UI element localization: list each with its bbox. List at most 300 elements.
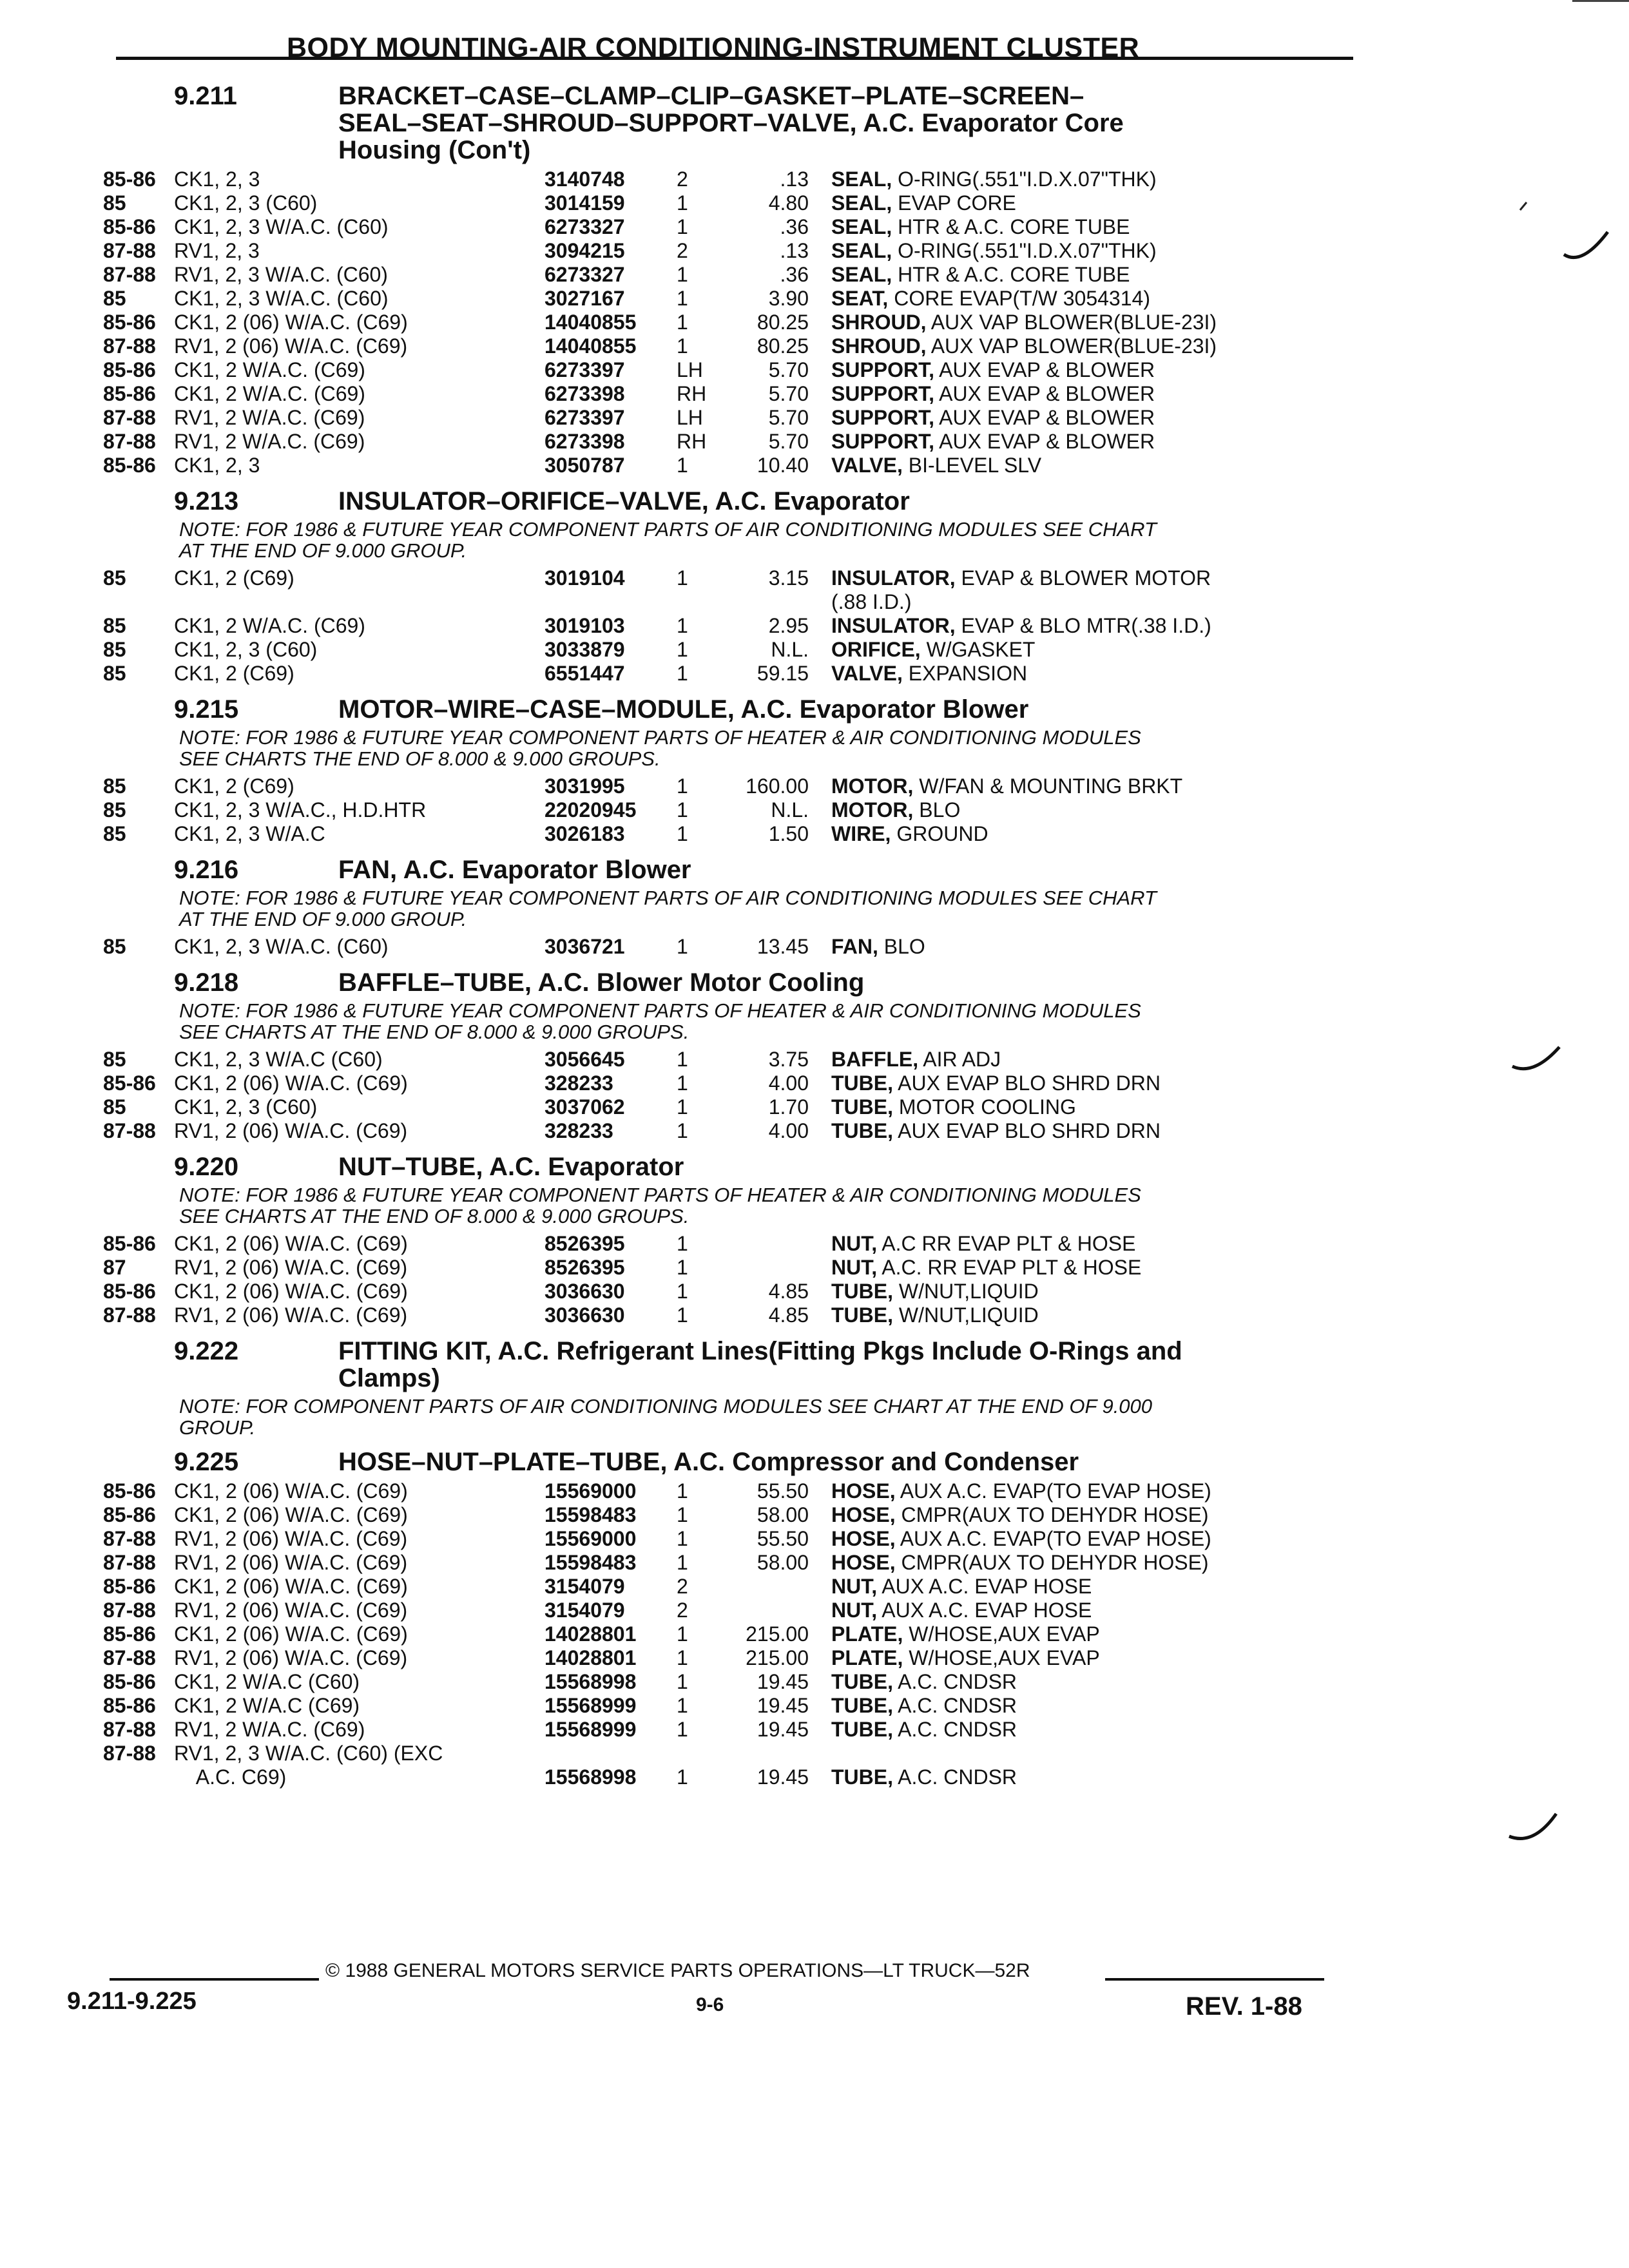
price: 58.00: [757, 1551, 809, 1574]
vehicle-model: [174, 590, 545, 614]
quantity: 1: [677, 263, 688, 286]
part-number: 3140748: [545, 168, 625, 191]
part-description: [831, 1095, 1347, 1119]
catalog-section: [103, 969, 1360, 1143]
price: 4.85: [768, 1303, 809, 1327]
part-name: ORIFICE,: [831, 638, 921, 661]
model-year: 87-88: [103, 1646, 156, 1669]
part-row: [103, 1527, 1360, 1551]
section-note: NOTE: FOR 1986 & FUTURE YEAR COMPONENT PARTS OF HEATER & AIR CONDITIONING MODULES SEE CHARTS AT THE END OF 8.000 & 9.000 GROUPS.: [179, 1184, 1141, 1227]
part-row: [103, 406, 1360, 430]
part-row: [103, 430, 1360, 454]
section-number: 9.215: [174, 695, 239, 724]
part-number: [545, 590, 677, 614]
part-row: [103, 382, 1360, 406]
part-detail: BLO: [883, 935, 925, 958]
part-row: [103, 590, 1360, 614]
part-number: 14028801: [545, 1622, 637, 1646]
model-year: 87: [103, 1256, 126, 1279]
vehicle-model: CK1, 2 (C69): [174, 662, 294, 685]
part-number: 6273398: [545, 382, 625, 405]
part-name: VALVE,: [831, 662, 903, 685]
part-row: [103, 358, 1360, 382]
vehicle-model: CK1, 2, 3 W/A.C (C60): [174, 1048, 383, 1071]
part-description: [831, 287, 1347, 311]
part-detail: EVAP & BLO MTR(.38 I.D.): [961, 614, 1211, 637]
model-year: 87-88: [103, 1742, 156, 1765]
part-name: NUT,: [831, 1575, 878, 1598]
model-year: 87-88: [103, 1527, 156, 1550]
part-description: [831, 1048, 1347, 1072]
vehicle-model: CK1, 2, 3: [174, 168, 260, 191]
model-year: 85: [103, 287, 126, 310]
part-row: [103, 1095, 1360, 1119]
catalog-section: [103, 488, 1360, 686]
quantity: 1: [677, 1551, 688, 1574]
model-year: 85-86: [103, 311, 156, 334]
part-description: [831, 1646, 1347, 1670]
part-detail: MOTOR COOLING: [898, 1095, 1076, 1119]
part-row: [103, 1551, 1360, 1575]
quantity: 1: [677, 566, 688, 590]
part-number: 3019103: [545, 614, 625, 637]
vehicle-model: RV1, 2, 3 W/A.C. (C60) (EXC: [174, 1742, 443, 1765]
price: 55.50: [757, 1479, 809, 1503]
part-description: [831, 1119, 1347, 1143]
quantity: 2: [677, 239, 688, 262]
page-title: BODY MOUNTING-AIR CONDITIONING-INSTRUMENT CLUSTER: [287, 32, 1140, 63]
part-row: [103, 1256, 1360, 1280]
check-mark-icon: [1511, 1044, 1563, 1079]
vehicle-model: RV1, 2 W/A.C. (C69): [174, 406, 365, 429]
section-title: MOTOR–WIRE–CASE–MODULE, A.C. Evaporator Blower: [338, 695, 1029, 724]
part-detail: EVAP CORE: [898, 191, 1016, 215]
price: 215.00: [746, 1622, 809, 1646]
price: 19.45: [757, 1694, 809, 1717]
part-detail: HTR & A.C. CORE TUBE: [898, 263, 1130, 286]
part-number: 328233: [545, 1119, 613, 1142]
quantity: 1: [677, 1280, 688, 1303]
section-heading: [103, 969, 1360, 996]
parts-list: [103, 1232, 1360, 1327]
quantity: 2: [677, 1599, 688, 1622]
vehicle-model: RV1, 2 (06) W/A.C. (C69): [174, 1303, 408, 1327]
part-description: [831, 406, 1347, 430]
part-name: MOTOR,: [831, 798, 914, 822]
part-detail: A.C. RR EVAP PLT & HOSE: [882, 1256, 1142, 1279]
part-row: [103, 566, 1360, 590]
price: 4.85: [768, 1280, 809, 1303]
price: .13: [780, 168, 809, 191]
price: 5.70: [768, 382, 809, 405]
price: [735, 590, 831, 614]
model-year: 85-86: [103, 358, 156, 381]
quantity: 1: [677, 774, 688, 798]
quantity: 1: [677, 1646, 688, 1669]
price: 2.95: [768, 614, 809, 637]
part-row: [103, 239, 1360, 263]
model-year: 85: [103, 662, 126, 685]
part-row: [103, 822, 1360, 846]
vehicle-model: RV1, 2 (06) W/A.C. (C69): [174, 334, 408, 358]
model-year: 85-86: [103, 1694, 156, 1717]
part-name: SUPPORT,: [831, 406, 935, 429]
part-description: [831, 1232, 1347, 1256]
part-description: [831, 239, 1347, 263]
part-description: [831, 358, 1347, 382]
quantity: 2: [677, 168, 688, 191]
model-year: 85: [103, 1095, 126, 1119]
vehicle-model: CK1, 2 (06) W/A.C. (C69): [174, 1280, 408, 1303]
part-number: 14040855: [545, 311, 637, 334]
part-name: HOSE,: [831, 1503, 896, 1526]
part-description: [831, 430, 1347, 454]
part-number: 3154079: [545, 1575, 625, 1598]
section-title: FITTING KIT, A.C. Refrigerant Lines(Fitting Pkgs Include O-Rings and Clamps): [338, 1337, 1182, 1392]
part-description: [831, 614, 1347, 638]
part-name: TUBE,: [831, 1095, 893, 1119]
part-name: MOTOR,: [831, 774, 914, 798]
part-detail: A.C. CNDSR: [898, 1718, 1017, 1741]
part-name: HOSE,: [831, 1551, 896, 1574]
part-description: [831, 1599, 1347, 1622]
vehicle-model: CK1, 2 (C69): [174, 774, 294, 798]
footer-rule-left: [110, 1978, 319, 1981]
section-note: NOTE: FOR 1986 & FUTURE YEAR COMPONENT PARTS OF HEATER & AIR CONDITIONING MODULES SEE CHARTS AT THE END OF 8.000 & 9.000 GROUPS.: [179, 999, 1141, 1043]
part-name: SUPPORT,: [831, 382, 935, 405]
part-detail: AUX EVAP & BLOWER: [939, 406, 1155, 429]
quantity: 1: [677, 191, 688, 215]
part-name: SUPPORT,: [831, 358, 935, 381]
quantity: 1: [677, 215, 688, 238]
part-row: [103, 1718, 1360, 1742]
part-detail: (.88 I.D.): [831, 590, 912, 613]
price: 3.75: [768, 1048, 809, 1071]
quantity: 1: [677, 1718, 688, 1741]
part-number: 3026183: [545, 822, 625, 845]
price: 13.45: [757, 935, 809, 958]
part-number: 6273397: [545, 358, 625, 381]
model-year: 87-88: [103, 239, 156, 262]
part-row: [103, 1599, 1360, 1622]
part-detail: A.C. CNDSR: [898, 1765, 1017, 1789]
part-number: 6273327: [545, 215, 625, 238]
vehicle-model: CK1, 2, 3 W/A.C. (C60): [174, 215, 389, 238]
part-name: SHROUD,: [831, 334, 927, 358]
section-title: BRACKET–CASE–CLAMP–CLIP–GASKET–PLATE–SCREEN– SEAL–SEAT–SHROUD–SUPPORT–VALVE, A.C. Evaporator Core Housing (Con't): [338, 82, 1124, 164]
catalog-section: [103, 82, 1360, 477]
part-name: TUBE,: [831, 1303, 893, 1327]
section-heading: [103, 1153, 1360, 1180]
vehicle-model: RV1, 2 (06) W/A.C. (C69): [174, 1119, 408, 1142]
section-note: NOTE: FOR 1986 & FUTURE YEAR COMPONENT PARTS OF AIR CONDITIONING MODULES SEE CHART AT THE END OF 9.000 GROUP.: [179, 887, 1157, 930]
part-name: SUPPORT,: [831, 430, 935, 453]
part-description: [831, 1280, 1347, 1303]
model-year: 85: [103, 798, 126, 822]
part-name: NUT,: [831, 1232, 878, 1255]
vehicle-model: CK1, 2 W/A.C. (C69): [174, 382, 365, 405]
quantity: 1: [677, 1670, 688, 1693]
part-number: 8526395: [545, 1256, 625, 1279]
part-description: [831, 191, 1347, 215]
part-row: [103, 1646, 1360, 1670]
price: 80.25: [757, 334, 809, 358]
part-detail: A.C. CNDSR: [898, 1694, 1017, 1717]
part-number: 14040855: [545, 334, 637, 358]
part-detail: AUX A.C. EVAP HOSE: [882, 1599, 1092, 1622]
part-detail: AUX A.C. EVAP HOSE: [882, 1575, 1092, 1598]
price: 19.45: [757, 1670, 809, 1693]
part-name: NUT,: [831, 1256, 878, 1279]
part-number: 3050787: [545, 454, 625, 477]
quantity: 1: [677, 1119, 688, 1142]
vehicle-model: CK1, 2 W/A.C (C69): [174, 1694, 360, 1717]
part-detail: EVAP & BLOWER MOTOR: [961, 566, 1211, 590]
part-description: [831, 1256, 1347, 1280]
part-detail: BLO: [919, 798, 961, 822]
part-number: [545, 1742, 677, 1765]
part-row: [103, 311, 1360, 334]
part-detail: CMPR(AUX TO DEHYDR HOSE): [901, 1551, 1209, 1574]
quantity: 1: [677, 935, 688, 958]
part-name: PLATE,: [831, 1622, 903, 1646]
part-row: [103, 614, 1360, 638]
price: 4.80: [768, 191, 809, 215]
part-detail: EXPANSION: [908, 662, 1028, 685]
model-year: 85-86: [103, 1503, 156, 1526]
model-year: 85-86: [103, 1575, 156, 1598]
part-description: [831, 1072, 1347, 1095]
quantity: 1: [677, 1232, 688, 1255]
part-number: 3019104: [545, 566, 625, 590]
part-number: 3031995: [545, 774, 625, 798]
model-year: 87-88: [103, 334, 156, 358]
vehicle-model: RV1, 2, 3 W/A.C. (C60): [174, 263, 388, 286]
vehicle-model: CK1, 2 W/A.C. (C69): [174, 358, 365, 381]
part-number: 6273397: [545, 406, 625, 429]
part-name: SHROUD,: [831, 311, 927, 334]
part-number: 6551447: [545, 662, 625, 685]
part-number: 15568999: [545, 1718, 637, 1741]
quantity: 1: [677, 287, 688, 310]
part-number: 3037062: [545, 1095, 625, 1119]
catalog-section: [103, 696, 1360, 846]
vehicle-model: CK1, 2, 3 (C60): [174, 1095, 318, 1119]
vehicle-model: CK1, 2, 3 W/A.C. (C60): [174, 287, 389, 310]
part-number: 6273398: [545, 430, 625, 453]
part-detail: A.C RR EVAP PLT & HOSE: [882, 1232, 1136, 1255]
tick-mark-icon: [1518, 200, 1530, 213]
model-year: 85-86: [103, 382, 156, 405]
part-number: 8526395: [545, 1232, 625, 1255]
part-detail: W/HOSE,AUX EVAP: [909, 1646, 1100, 1669]
part-row: [103, 774, 1360, 798]
section-title: HOSE–NUT–PLATE–TUBE, A.C. Compressor and Condenser: [338, 1448, 1079, 1476]
quantity: 1: [677, 1527, 688, 1550]
part-description: [831, 311, 1347, 334]
part-number: 15568998: [545, 1765, 637, 1789]
parts-list: [103, 566, 1360, 686]
vehicle-model: CK1, 2, 3: [174, 454, 260, 477]
vehicle-model: RV1, 2 (06) W/A.C. (C69): [174, 1551, 408, 1574]
part-row: [103, 191, 1360, 215]
part-name: TUBE,: [831, 1694, 893, 1717]
part-number: 3036630: [545, 1280, 625, 1303]
part-row: [103, 1622, 1360, 1646]
model-year: 85-86: [103, 1670, 156, 1693]
part-row: [103, 263, 1360, 287]
part-row: [103, 1503, 1360, 1527]
part-number: 3014159: [545, 191, 625, 215]
part-description: [831, 1742, 1347, 1765]
part-description: [831, 662, 1347, 686]
part-detail: AUX VAP BLOWER(BLUE-23I): [930, 334, 1217, 358]
part-number: 3036630: [545, 1303, 625, 1327]
section-heading: [103, 82, 1360, 164]
vehicle-model: CK1, 2, 3 (C60): [174, 191, 318, 215]
part-row: [103, 215, 1360, 239]
model-year: 85-86: [103, 454, 156, 477]
model-year: 85: [103, 614, 126, 637]
quantity: 1: [677, 311, 688, 334]
vehicle-model: A.C. C69): [174, 1765, 287, 1789]
model-year: 87-88: [103, 1303, 156, 1327]
part-number: 15598483: [545, 1551, 637, 1574]
part-number: 3094215: [545, 239, 625, 262]
part-row: [103, 1765, 1360, 1789]
part-description: [831, 215, 1347, 239]
quantity: 1: [677, 1256, 688, 1279]
part-detail: AUX VAP BLOWER(BLUE-23I): [930, 311, 1217, 334]
quantity: 1: [677, 798, 688, 822]
section-note: NOTE: FOR 1986 & FUTURE YEAR COMPONENT PARTS OF HEATER & AIR CONDITIONING MODULES SEE CHARTS THE END OF 8.000 & 9.000 GROUPS.: [179, 726, 1141, 770]
section-note: NOTE: FOR 1986 & FUTURE YEAR COMPONENT PARTS OF AIR CONDITIONING MODULES SEE CHART AT THE END OF 9.000 GROUP.: [179, 518, 1157, 562]
vehicle-model: CK1, 2 (06) W/A.C. (C69): [174, 311, 408, 334]
footer-section-range: 9.211-9.225: [67, 1988, 197, 2015]
part-detail: GROUND: [896, 822, 988, 845]
vehicle-model: RV1, 2 W/A.C. (C69): [174, 430, 365, 453]
price: [735, 1742, 831, 1765]
section-number: 9.225: [174, 1448, 239, 1476]
model-year: 87-88: [103, 1551, 156, 1574]
quantity: 1: [677, 1503, 688, 1526]
vehicle-model: CK1, 2 (06) W/A.C. (C69): [174, 1232, 408, 1255]
part-description: [831, 1622, 1347, 1646]
price: 215.00: [746, 1646, 809, 1669]
section-number: 9.211: [174, 82, 237, 110]
price: .13: [780, 239, 809, 262]
part-detail: W/HOSE,AUX EVAP: [909, 1622, 1100, 1646]
model-year: 87-88: [103, 1599, 156, 1622]
part-name: SEAL,: [831, 168, 892, 191]
catalog-section: [103, 1338, 1360, 1438]
quantity: 1: [677, 1072, 688, 1095]
quantity: 1: [677, 334, 688, 358]
price: 10.40: [757, 454, 809, 477]
check-mark-icon: [1508, 1811, 1559, 1849]
part-description: [831, 1479, 1347, 1503]
part-name: BAFFLE,: [831, 1048, 919, 1071]
parts-list: [103, 774, 1360, 846]
part-name: NUT,: [831, 1599, 878, 1622]
section-title: NUT–TUBE, A.C. Evaporator: [338, 1153, 684, 1181]
model-year: 85-86: [103, 168, 156, 191]
price: N.L.: [771, 798, 809, 822]
model-year: 85-86: [103, 1622, 156, 1646]
section-title: BAFFLE–TUBE, A.C. Blower Motor Cooling: [338, 968, 865, 997]
price: 1.50: [768, 822, 809, 845]
footer-copyright: © 1988 GENERAL MOTORS SERVICE PARTS OPERATIONS—LT TRUCK—52R: [325, 1960, 1030, 1981]
part-description: [831, 1503, 1347, 1527]
section-heading: [103, 856, 1360, 883]
part-description: [831, 168, 1347, 191]
vehicle-model: CK1, 2, 3 W/A.C., H.D.HTR: [174, 798, 427, 822]
part-name: INSULATOR,: [831, 566, 956, 590]
part-row: [103, 1048, 1360, 1072]
model-year: 85-86: [103, 1232, 156, 1255]
quantity: [677, 590, 735, 614]
part-row: [103, 1575, 1360, 1599]
price: 3.15: [768, 566, 809, 590]
part-description: [831, 935, 1347, 959]
quantity: 2: [677, 1575, 688, 1598]
part-detail: CORE EVAP(T/W 3054314): [894, 287, 1150, 310]
part-name: INSULATOR,: [831, 614, 956, 637]
part-detail: A.C. CNDSR: [898, 1670, 1017, 1693]
part-description: [831, 590, 1347, 614]
part-description: [831, 638, 1347, 662]
section-number: 9.222: [174, 1337, 239, 1365]
price: 5.70: [768, 358, 809, 381]
part-number: 3027167: [545, 287, 625, 310]
part-description: [831, 454, 1347, 477]
part-row: [103, 935, 1360, 959]
part-detail: AUX EVAP BLO SHRD DRN: [898, 1072, 1161, 1095]
section-number: 9.218: [174, 968, 239, 997]
section-number: 9.213: [174, 487, 239, 515]
price: 4.00: [768, 1119, 809, 1142]
part-detail: AUX A.C. EVAP(TO EVAP HOSE): [900, 1479, 1211, 1503]
part-row: [103, 334, 1360, 358]
part-detail: AUX EVAP & BLOWER: [939, 382, 1155, 405]
part-name: TUBE,: [831, 1718, 893, 1741]
section-heading: [103, 696, 1360, 723]
part-description: [831, 1551, 1347, 1575]
part-number: 15569000: [545, 1527, 637, 1550]
part-name: TUBE,: [831, 1072, 893, 1095]
price: [735, 1575, 831, 1599]
price: 1.70: [768, 1095, 809, 1119]
vehicle-model: CK1, 2 (06) W/A.C. (C69): [174, 1622, 408, 1646]
part-name: FAN,: [831, 935, 878, 958]
parts-list: [103, 1048, 1360, 1143]
part-detail: CMPR(AUX TO DEHYDR HOSE): [901, 1503, 1209, 1526]
part-detail: AUX EVAP & BLOWER: [939, 358, 1155, 381]
model-year: 85-86: [103, 1072, 156, 1095]
vehicle-model: CK1, 2 W/A.C. (C69): [174, 614, 365, 637]
vehicle-model: CK1, 2 (06) W/A.C. (C69): [174, 1575, 408, 1598]
part-description: [831, 1303, 1347, 1327]
check-mark-icon: [1563, 229, 1611, 267]
part-number: 3036721: [545, 935, 625, 958]
vehicle-model: CK1, 2, 3 W/A.C: [174, 822, 325, 845]
part-row: [103, 454, 1360, 477]
part-description: [831, 382, 1347, 406]
part-detail: W/FAN & MOUNTING BRKT: [919, 774, 1183, 798]
model-year: 85: [103, 566, 126, 590]
price: N.L.: [771, 638, 809, 661]
vehicle-model: CK1, 2 (06) W/A.C. (C69): [174, 1503, 408, 1526]
